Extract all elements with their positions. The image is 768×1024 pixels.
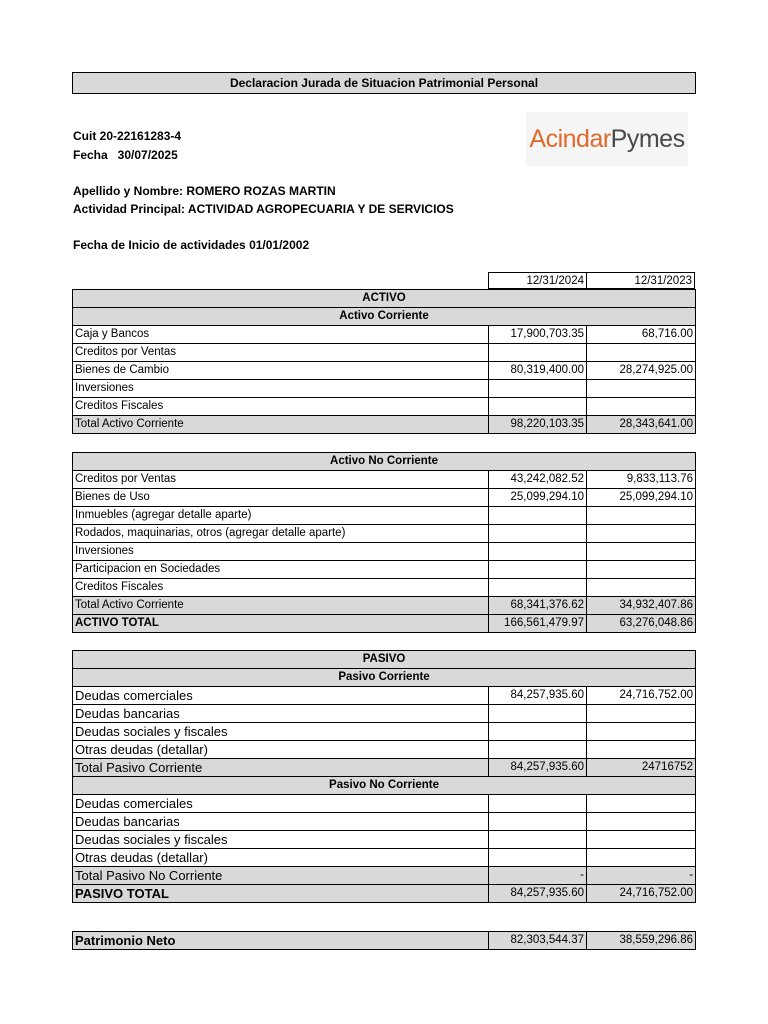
pasivo-no-corriente-rows [73,795,696,867]
row-value-2023 [587,813,696,831]
total-value-2024: - [489,867,587,885]
row-value-2023 [587,344,696,362]
row-label: Creditos Fiscales [73,579,489,597]
table-row [73,380,696,398]
total-value-2023: 28,343,641.00 [587,416,696,434]
row-value-2023: 28,274,925.00 [587,362,696,380]
row-value-2023 [587,705,696,723]
row-label: Otras deudas (detallar) [73,849,489,867]
total-value-2023: 34,932,407.86 [587,597,696,615]
table-row [73,489,696,507]
row-label: Participacion en Sociedades [73,561,489,579]
pasivo-corriente-header: Pasivo Corriente [73,669,696,687]
total-row [73,597,696,615]
pasivo-corriente-rows [73,687,696,759]
logo-part-pymes: Pymes [610,125,685,153]
table-row [73,741,696,759]
column-header-2024: 12/31/2024 [488,272,586,289]
table-row [73,849,696,867]
table-row [73,687,696,705]
table-row [73,579,696,597]
row-label: Caja y Bancos [73,326,489,344]
row-value-2023 [587,795,696,813]
row-value-2023: 68,716.00 [587,326,696,344]
table-row [73,344,696,362]
nombre-text: Apellido y Nombre: ROMERO ROZAS MARTIN [73,184,336,198]
row-label: Deudas sociales y fiscales [73,831,489,849]
table-row [73,831,696,849]
total-value-2024: 98,220,103.35 [489,416,587,434]
row-value-2023 [587,741,696,759]
section-header-row [73,669,696,687]
section-header-row [73,651,696,669]
row-value-2023 [587,831,696,849]
row-label: Deudas comerciales [73,687,489,705]
total-row [73,867,696,885]
row-value-2024 [489,579,587,597]
activo-corriente-table [72,289,696,434]
row-value-2024: 84,257,935.60 [489,687,587,705]
table-row [73,813,696,831]
total-value-2024: 84,257,935.60 [489,759,587,777]
row-value-2024: 17,900,703.35 [489,326,587,344]
activo-no-corriente-rows [73,471,696,597]
activo-total-row [73,615,696,633]
row-value-2024: 25,099,294.10 [489,489,587,507]
total-label: Total Activo Corriente [73,416,489,434]
section-header-row [73,453,696,471]
section-header-row [73,290,696,308]
table-row [73,561,696,579]
acindar-pymes-logo [526,112,688,166]
patrimonio-2023: 38,559,296.86 [587,932,696,950]
table-row [73,471,696,489]
row-value-2023 [587,507,696,525]
row-value-2024 [489,831,587,849]
row-label: Bienes de Uso [73,489,489,507]
patrimonio-row [73,932,696,950]
row-value-2024 [489,507,587,525]
row-value-2024: 43,242,082.52 [489,471,587,489]
table-row [73,326,696,344]
row-label: Deudas bancarias [73,705,489,723]
patrimonio-table [72,931,696,950]
row-label: Deudas comerciales [73,795,489,813]
table-row [73,398,696,416]
total-label: Total Pasivo Corriente [73,759,489,777]
row-label: Deudas sociales y fiscales [73,723,489,741]
column-header-2023: 12/31/2023 [586,272,695,289]
row-value-2024: 80,319,400.00 [489,362,587,380]
total-value-2024: 68,341,376.62 [489,597,587,615]
row-value-2024 [489,723,587,741]
patrimonio-2024: 82,303,544.37 [489,932,587,950]
row-label: Inversiones [73,380,489,398]
logo-part-acindar: Acindar [529,125,611,153]
row-value-2024 [489,380,587,398]
row-label: Deudas bancarias [73,813,489,831]
row-label: Otras deudas (detallar) [73,741,489,759]
row-value-2023 [587,723,696,741]
section-header-row [73,777,696,795]
row-value-2024 [489,525,587,543]
row-value-2023: 9,833,113.76 [587,471,696,489]
inicio-text: Fecha de Inicio de actividades 01/01/2002 [73,238,310,252]
row-value-2023: 24,716,752.00 [587,687,696,705]
pasivo-header: PASIVO [73,651,696,669]
pasivo-no-corriente-header: Pasivo No Corriente [73,777,696,795]
row-label: Creditos por Ventas [73,344,489,362]
table-row [73,362,696,380]
table-row [73,723,696,741]
activo-no-corriente-header: Activo No Corriente [73,453,696,471]
row-value-2024 [489,813,587,831]
pasivo-total-label: PASIVO TOTAL [73,885,489,903]
pasivo-table [72,650,696,903]
total-value-2023: 24716752 [587,759,696,777]
row-value-2023 [587,849,696,867]
activo-total-2023: 63,276,048.86 [587,615,696,633]
patrimonio-label: Patrimonio Neto [73,932,489,950]
pasivo-total-2023: 24,716,752.00 [587,885,696,903]
row-value-2024 [489,543,587,561]
row-value-2023 [587,561,696,579]
pasivo-total-row [73,885,696,903]
section-header-row [73,308,696,326]
row-value-2023 [587,525,696,543]
row-value-2024 [489,849,587,867]
row-value-2023: 25,099,294.10 [587,489,696,507]
row-label: Bienes de Cambio [73,362,489,380]
row-value-2024 [489,561,587,579]
row-value-2023 [587,380,696,398]
table-row [73,795,696,813]
document-title: Declaracion Jurada de Situacion Patrimonial Personal [72,72,696,94]
activo-corriente-header: Activo Corriente [73,308,696,326]
table-row [73,507,696,525]
total-row [73,416,696,434]
row-value-2024 [489,344,587,362]
table-row [73,525,696,543]
row-value-2023 [587,579,696,597]
row-value-2024 [489,795,587,813]
row-value-2023 [587,543,696,561]
total-value-2023: - [587,867,696,885]
row-value-2024 [489,705,587,723]
total-row [73,759,696,777]
row-label: Inmuebles (agregar detalle aparte) [73,507,489,525]
activo-no-corriente-table [72,452,696,633]
cuit-text: Cuit 20-22161283-4 [73,129,182,143]
row-value-2024 [489,398,587,416]
activo-total-2024: 166,561,479.97 [489,615,587,633]
total-label: Total Activo Corriente [73,597,489,615]
activo-total-label: ACTIVO TOTAL [73,615,489,633]
pasivo-total-2024: 84,257,935.60 [489,885,587,903]
row-label: Creditos Fiscales [73,398,489,416]
total-label: Total Pasivo No Corriente [73,867,489,885]
activo-header: ACTIVO [73,290,696,308]
row-value-2023 [587,398,696,416]
table-row [73,543,696,561]
activo-corriente-rows [73,326,696,416]
row-value-2024 [489,741,587,759]
row-label: Rodados, maquinarias, otros (agregar detalle aparte) [73,525,489,543]
actividad-text: Actividad Principal: ACTIVIDAD AGROPECUARIA Y DE SERVICIOS [73,202,454,216]
fecha-text: Fecha 30/07/2025 [73,148,178,162]
row-label: Inversiones [73,543,489,561]
table-row [73,705,696,723]
row-label: Creditos por Ventas [73,471,489,489]
